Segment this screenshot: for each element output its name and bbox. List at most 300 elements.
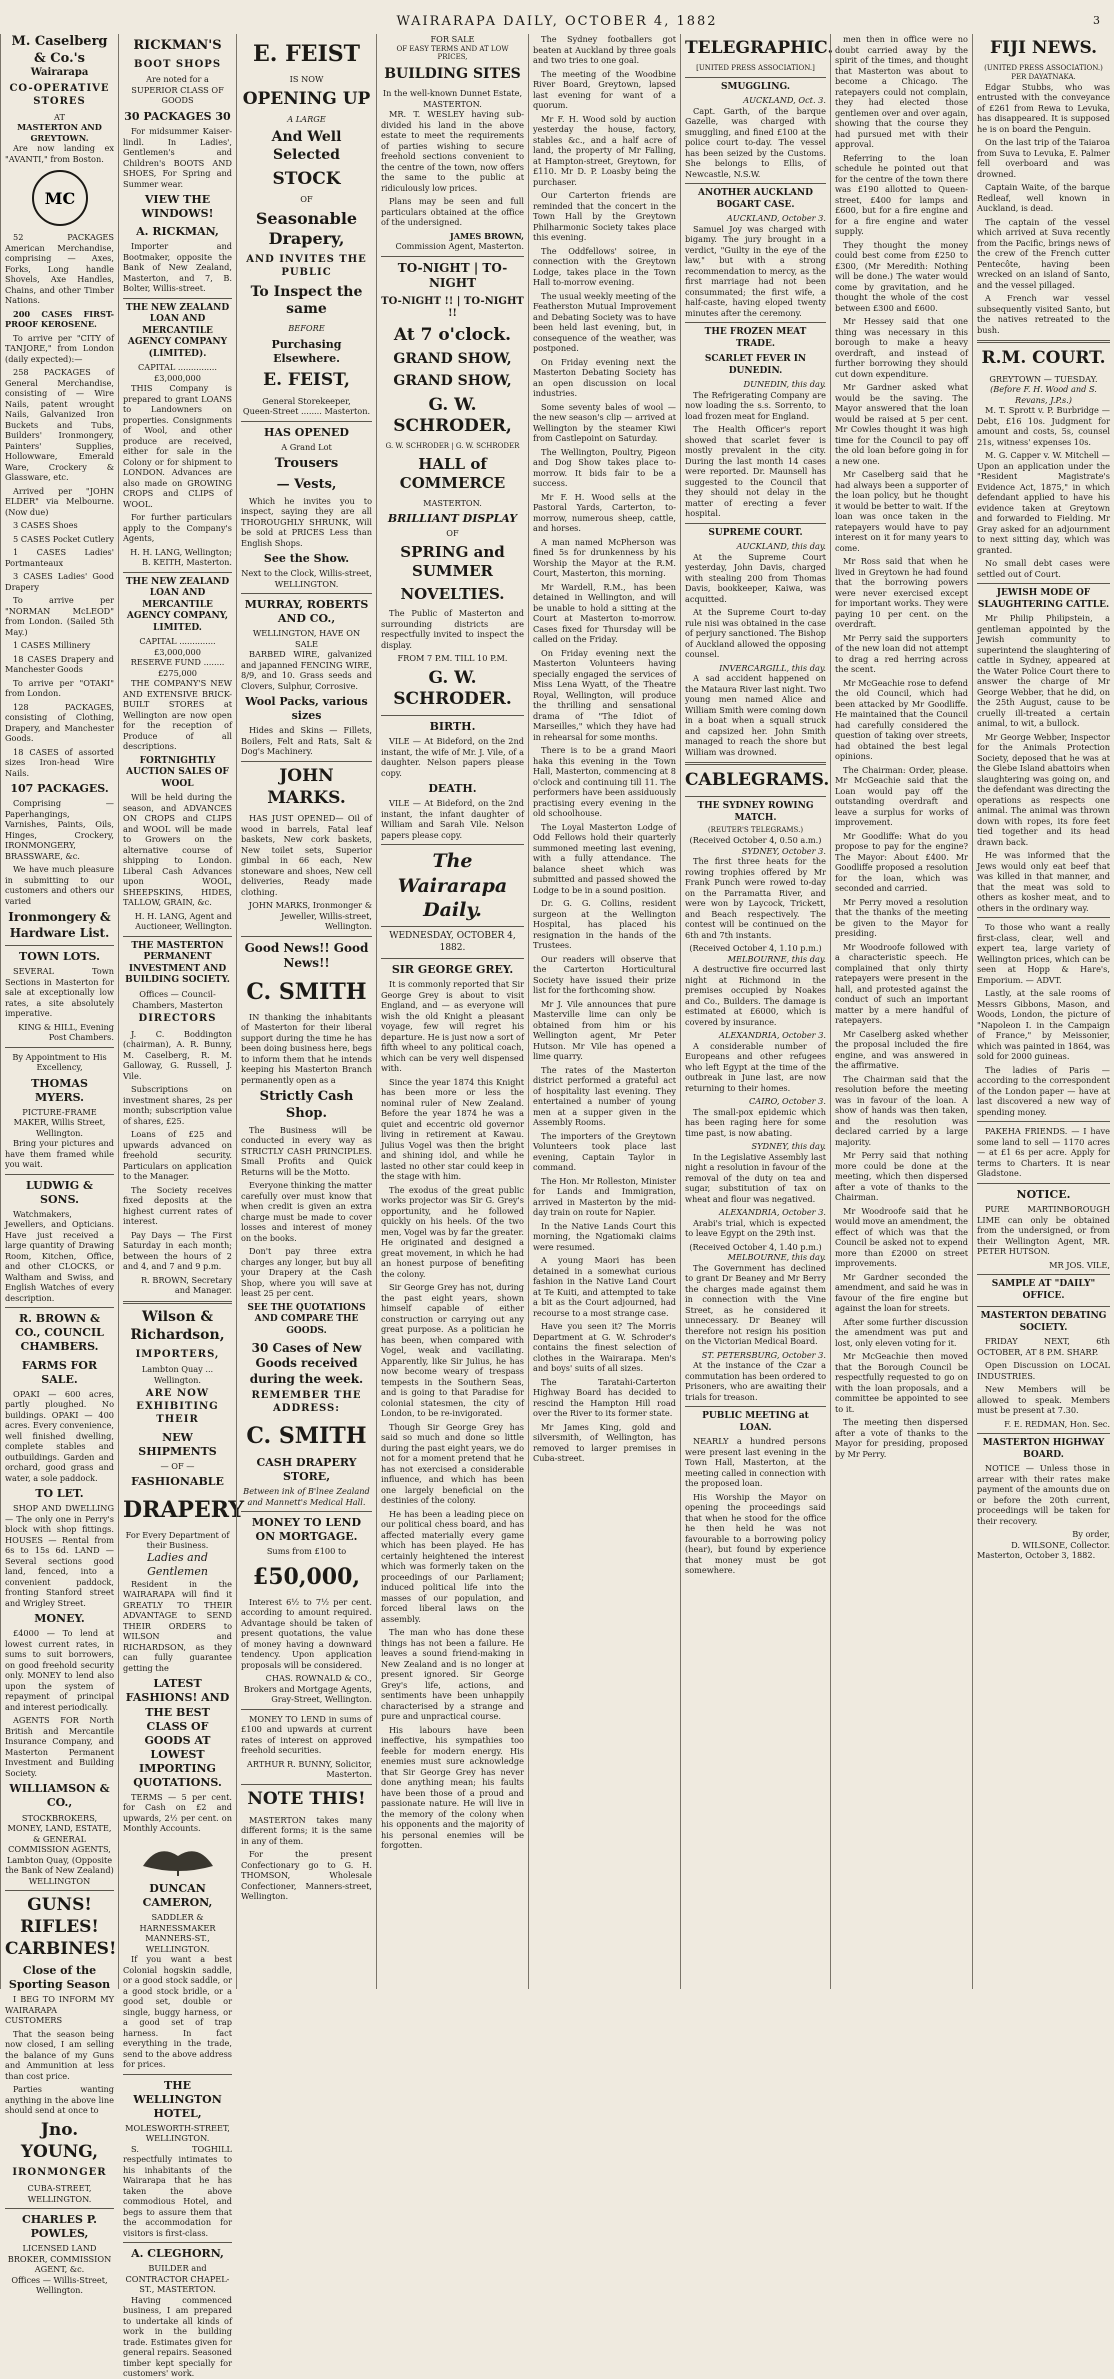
- wr-sub: IMPORTERS,: [135, 1348, 220, 1360]
- alex1-dateline: ALEXANDRIA, October 3.: [719, 1030, 826, 1041]
- nzloan-text2: For further particulars apply to the Company's Agents,: [123, 512, 232, 544]
- brilliant: BRILLIANT DISPLAY: [387, 512, 518, 526]
- supreme-heading: SUPREME COURT.: [708, 527, 803, 538]
- rm-sub: GREYTOWN — TUESDAY.: [989, 373, 1098, 384]
- building-title: BUILDING SITES: [384, 66, 521, 83]
- column-2: [118, 34, 245, 2379]
- ludwig-title: LUDWIG & SONS.: [26, 1178, 93, 1206]
- wesley-text2: Plans may be seen and full particulars obtained at the office of the undersigned.: [381, 196, 524, 228]
- inver-dateline: INVERCARGILL, this day.: [719, 662, 826, 673]
- sydney2-dateline: SYDNEY, this day.: [751, 1141, 826, 1152]
- frozen-heading: THE FROZEN MEAT TRADE.: [704, 327, 807, 349]
- caselberg-item3: 258 PACKAGES of General Merchandise, consisting of — Wire Nails, patent wrought Nails, Galvanized Iron Buckets and Tubs, Builders' Ironmongery, Painters' Supplies, Hollowware, Emerald Ware, Crockery & Glassware, etc.: [5, 367, 114, 483]
- myers-by: By Appointment to His Excellency,: [12, 1051, 107, 1073]
- nzloan2-reserve: RESERVE FUND ........ £275,000: [130, 657, 225, 678]
- smuggling-heading: SMUGGLING.: [721, 81, 790, 92]
- birth-heading: BIRTH.: [429, 720, 476, 734]
- caselberg-at: AT: [54, 111, 65, 122]
- grand-show-1: GRAND SHOW,: [393, 350, 512, 367]
- death-text: VILE — At Bideford, on the 2nd instant, the infant daughter of William and Sarah Vile. Nelson papers please copy.: [381, 798, 524, 840]
- meeting-p11: Mr Goodliffe: What do you propose to pay for the engine? The Mayor: About £400. Mr Goodliffe proposed a resolution for the loan, which was seconded and carried.: [835, 830, 968, 893]
- mpib-dirs: J. C. Boddington (chairman), A. R. Bunny, M. Caselberg, R. M. Galloway, G. Russell, J. Vile.: [123, 1028, 232, 1081]
- tonight-2: TO-NIGHT !! | TO-NIGHT !!: [381, 295, 524, 320]
- feist-sig: E. FEIST,: [263, 369, 350, 390]
- fiji-per: PER DAYATNAKA.: [1011, 72, 1076, 81]
- mhb-heading: MASTERTON HIGHWAY BOARD.: [982, 1438, 1105, 1460]
- caselberg-item107b: Comprising — Paperhangings, Varnishes, Paints, Oils, Hinges, Crockery, IRONMONGERY, BRASSWARE, &c.: [5, 798, 114, 861]
- rowing-heading: THE SYDNEY ROWING MATCH.: [697, 801, 814, 823]
- local-p20: The importers of the Greytown Volunteers took place last evening, Captain Taylor in command.: [533, 1130, 676, 1172]
- jbrown-sub: Commission Agent, Masterton.: [395, 241, 524, 252]
- murray-text2: Hides and Skins — Fillets, Boilers, Felt and Rats, Salt & Dog's Machinery.: [241, 725, 372, 757]
- wr-of: — OF —: [160, 1460, 195, 1471]
- guns-title: GUNS! RIFLES! CARBINES!: [5, 1895, 117, 1959]
- public-meeting-text2: His Worship the Mayor on opening the proceedings said that when he stood for the office he then held he was not favourable to a borrowing policy (hear), but found by experience that money must be got somewhere.: [685, 1491, 826, 1576]
- caselberg-arrive1: To arrive per "CITY of TANJORE," from London (daily expected):—: [5, 332, 114, 364]
- feist-large: A LARGE: [287, 114, 326, 125]
- young-trade: IRONMONGER: [12, 2167, 107, 2179]
- telegraphic-title: TELEGRAPHIC.: [685, 38, 834, 58]
- public-meeting-heading: PUBLIC MEETING at LOAN.: [702, 1411, 809, 1433]
- column-3: [236, 34, 376, 1989]
- local-p1: The Sydney footballers got beaten at Auckland by three goals and two tries to one goal.: [533, 34, 676, 65]
- recv3: (Received October 4, 1.40 p.m.): [689, 1241, 822, 1252]
- mhb-text: NOTICE — Unless those in arrear with their rates make payment of the amounts due on or before the 20th current, proceedings will be taken for their recovery.: [977, 1463, 1110, 1526]
- feist-well: And Well Selected: [271, 128, 342, 163]
- agents-text: AGENTS FOR North British and Mercantile Insurance Company, and Masterton Permanent Investment and Building Society.: [5, 1715, 114, 1778]
- note-title: NOTE THIS!: [247, 1788, 366, 1809]
- forsale-title: FOR SALE: [430, 34, 475, 44]
- meeting-p1: men then in office were no doubt carried away by the spirit of the times, and thought that Masterton was about to become a Chicago. The ratepayers could not complain, they had elected those gentlemen over and over again, showing that the course they had pursued met with their approval.: [835, 34, 968, 149]
- grey-p2: Since the year 1874 this Knight has been more or less the nominal ruler of New Zealand. Before the year 1874 he was a quiet and eccentric old governor living in retirement at Kawau. Julius Vogel was then the bright and shining idol, and while he lasted no other star could keep in the stage with him.: [381, 1076, 524, 1182]
- local-p19: The rates of the Masterton district performed a grateful act of hospitality last evening. They entertained a number of young men at a supper given in the Assembly Rooms.: [533, 1064, 676, 1127]
- money-text: £4000 — To lend at lowest current rates, in sums to suit borrowers, on good freehold security only. MONEY to lend also upon the system of repayment of principal and interest periodically.: [5, 1628, 114, 1712]
- smith-strictly: Strictly Cash Shop.: [259, 1089, 354, 1121]
- murray-title: MURRAY, ROBERTS AND CO.,: [244, 598, 369, 626]
- birth-text: VILE — At Bideford, on the 2nd instant, the wife of Mr. J. Vile, of a daughter. Nelson papers please copy.: [381, 736, 524, 778]
- cairo-text: The small-pox epidemic which has been raging here for some time past, is now abating.: [685, 1106, 826, 1138]
- nzloan2-fort-text: Will be held during the season, and ADVANCES ON CROPS and CLIPS and WOOL will be made to Growers on the alternative course of shipping to London. Liberal Cash Advances upon WOOL, SHEEPSKINS, HIDES, TALLOW, GRAIN, &c.: [123, 792, 232, 908]
- feist-seasonable: Seasonable Drapery,: [255, 208, 358, 249]
- rbrown-title: R. BROWN & CO., COUNCIL CHAMBERS.: [15, 1312, 104, 1354]
- wr-new: NEW SHIPMENTS: [138, 1430, 217, 1458]
- melb2-text: The Government has declined to grant Dr Beaney and Mr Berry the charges made against them in connection with the Vine Street, as he considered it unnecessary. Dr Beaney will therefore not resign his position on the Victorian Medical Board.: [685, 1262, 826, 1347]
- svg-text:MC: MC: [44, 189, 75, 209]
- guns-close: Close of the Sporting Season: [8, 1964, 111, 1992]
- meeting-p8: Mr Perry said the supporters of the new loan did not attempt to drag a red herring across the scent.: [835, 632, 968, 674]
- grey-p8: His labours have been ineffective, his sympathies too feeble for modern energy. His enemies must sure acknowledge that Sir George Grey has never done anything mean; his faults have been those of a proud and passionate nature. He will live in the memory of the colony when his opponents and the majority of his personal enemies will be forgotten.: [381, 1724, 524, 1851]
- frozen-dateline: DUNEDIN, this day.: [743, 379, 826, 390]
- feist-of: OF: [300, 194, 313, 205]
- mdeb-sig: F. E. REDMAN, Hon. Sec.: [1004, 1418, 1110, 1429]
- grey-p7: The man who has done these things has not been a failure. He leaves a sound friend-making in New Zealand and is no longer at present ignored. Sir George Grey's life, actions, and sentiments have been unhappily characterised by a strange and pure and unpractical course.: [381, 1627, 524, 1722]
- goodnews: Good News!! Good News!!: [244, 940, 369, 971]
- frozen-text: The Refrigerating Company are now loading the s.s. Sorrento, to load frozen meat for England.: [685, 389, 826, 421]
- meeting-p18: Mr Gardner seconded the amendment, and said he was in favour of the fire engine but against the loan for streets.: [835, 1271, 968, 1313]
- mpib-office: Offices — Council-Chambers, Masterton: [132, 989, 223, 1010]
- feist-inspect: To Inspect the same: [250, 283, 363, 318]
- grey-p4: Sir George Grey has not, during the past eight years, shown himself capable of either construction or carrying out any great purpose. As a politician he has been, when compared with Vogel, weak and vacillating. Apparently, like Sir Julius, he has now become weary of trespass tempests in the Southern Seas, and is going to that Paradise for colonial statesmen, the city of London, to be re-invigorated.: [381, 1282, 524, 1419]
- novelties-title: NOVELTIES.: [400, 584, 505, 603]
- feist-invites: AND INVITES THE PUBLIC: [246, 253, 367, 278]
- caselberg-item1: 52 PACKAGES American Merchandise, comprising — Axes, Forks, Long handle Shovels, Axe Handles, Chains, and other Timber Nations.: [5, 232, 114, 306]
- jewish-p2: Mr George Webber, Inspector for the Animals Protection Society, deposed that he was at the Glebe Island abattoirs when slaughtering was going on, and the defendant was directing the operations as respects one animal. The animal was thrown down with ropes, its fore feet tied together and its head drawn back.: [977, 731, 1111, 847]
- town-lots-sig: KING & HILL, Evening Post Chambers.: [18, 1021, 114, 1043]
- note-text: MASTERTON takes many different forms; it is the same in any of them.: [241, 1814, 372, 1846]
- meeting-p14: Mr Caselberg asked whether the proposal included the fire engine, and was answered in the affirmative.: [835, 1028, 968, 1070]
- rickman-packages-text: For midsummer Kaiser-lindl. In Ladies', Gentlemen's and Children's BOOTS AND SHOES, For Spring and Summer wear.: [123, 126, 232, 189]
- grand-show-2: GRAND SHOW,: [393, 372, 512, 389]
- melb1-dateline: MELBOURNE, this day.: [727, 953, 826, 964]
- rickman-title: RICKMAN'S: [133, 38, 222, 53]
- duncan-sub: SADDLER & HARNESSMAKER: [139, 1912, 216, 1933]
- local-p16: Dr. G. G. Collins, resident surgeon at the Wellington Hospital, has placed his resignation in the hands of the Trustees.: [533, 898, 676, 950]
- smuggling-text: Capt. Garth, of the barque Gazelle, was charged with smuggling, and fined £100 at the police court to-day. The vessel has been seized by the Customs. She belongs to Ellis, of Newcastle, N.S.W.: [685, 105, 826, 179]
- smith2-sub: CASH DRAPERY STORE,: [256, 1455, 357, 1484]
- cleghorn-title: A. CLEGHORN,: [131, 2247, 224, 2261]
- myers-text: Bring your pictures and have them framed while you wait.: [5, 1138, 114, 1170]
- feist-stock: STOCK: [272, 168, 341, 189]
- nzloan2-expo: THE COMPANY'S NEW AND EXTENSIVE BRICK-BUILT STORES at Wellington are now open for the reception of Produce of all descriptions.: [123, 678, 232, 752]
- bigamy-text: Samuel Joy was charged with bigamy. The jury brought in a verdict, "Guilty in the eye of the law," but with a strong recommendation to mercy, as the first marriage had not been consummated; the first wife, a half-caste, having eloped twenty minutes after the ceremony.: [685, 223, 826, 318]
- wr-show: ARE NOW EXHIBITING THEIR: [136, 1388, 219, 1425]
- column-7: [830, 34, 972, 1989]
- saddle-picture: [123, 1838, 232, 1878]
- jewish-p1: Mr Philip Philipstein, a gentleman appointed by the Jewish community to superintend the slaughtering of cattle in Sydney, appeared at the Water Police Court there to answer the charge of Mr George Webber, that he did, on the 25th August, cause to be cruelly ill-treated a certain animal, to wit, a bullock.: [977, 613, 1110, 729]
- smith-see-quot: SEE THE QUOTATIONS AND COMPARE THE GOODS.: [247, 1302, 366, 1336]
- hall-sub: MASTERTON.: [423, 497, 482, 508]
- supreme-dateline: AUCKLAND, this day.: [736, 541, 826, 552]
- caselberg-mc4: 3 CASES Ladies' Good Drapery: [5, 571, 114, 592]
- column-1: [0, 34, 118, 2296]
- young-name: Jno. YOUNG,: [20, 2119, 99, 2162]
- caselberg-title: M. Caselberg & Co.'s: [11, 34, 108, 66]
- feist-isnow: IS NOW: [289, 74, 324, 85]
- feist-before: BEFORE: [288, 323, 325, 334]
- local-p17: Our readers will observe that the Carterton Horticultural Society have issued their prize list for the forthcoming show.: [533, 953, 676, 995]
- money2-heading: MONEY TO LEND ON MORTGAGE.: [251, 1516, 362, 1544]
- public-meeting-text: NEARLY a hundred persons were present last evening in the Town Hall, Masterton, at the meeting called in connection with the proposed loan.: [685, 1436, 826, 1489]
- local-p25: The Taratahi-Carterton Highway Board has decided to rescind the Hampton Hill road over the River to its former state.: [533, 1376, 676, 1418]
- nzloan2-heading: THE NEW ZEALAND LOAN AND MERCANTILE AGENCY COMPANY, LIMITED.: [125, 576, 230, 633]
- town-lots-heading: TOWN LOTS.: [19, 949, 100, 963]
- money2-text: Interest 6½ to 7½ per cent. according to amount required. Advantage should be taken of present quotations, the value of money having a downward tendency. Upon application proposals will be considered.: [241, 1596, 372, 1670]
- wr-title: Wilson & Richardson,: [130, 1308, 225, 1343]
- melb-text: A destructive fire occurred last night at Richmond in the premises occupied by Noakes and Co., Builders. The damage is estimated at £6000, which is covered by insurance.: [685, 964, 826, 1027]
- bigamy-heading: ANOTHER AUCKLAND BOGART CASE.: [698, 188, 813, 210]
- mpib-meet: The Society receives fixed deposits at the highest current rates of interest.: [123, 1184, 232, 1227]
- mdeb-heading: MASTERTON DEBATING SOCIETY.: [980, 1311, 1107, 1333]
- duncan-text: If you want a best Colonial hogskin saddle, or a good stock saddle, or a good stock bridle, or a good set, double or single, buggy harness, or a good set of trap harness. In fact everything in the trade, send to the above address for prices.: [123, 1954, 232, 2070]
- nzloan2-sig: H. H. LANG, Agent and Auctioneer, Wellington.: [134, 910, 232, 932]
- caselberg-mc3: 1 CASES Ladies' Portmanteaux: [5, 547, 114, 568]
- wellhotel-text: S. TOGHILL respectfully intimates to his inhabitants of the Wairarapa that he has taken the above commodious Hotel, and begs to assure them that the accommodation for visitors is first-class.: [123, 2143, 232, 2238]
- marks-title: JOHN MARKS.: [267, 765, 346, 808]
- forsale-sub: OF EASY TERMS AND AT LOW PRICES,: [396, 44, 509, 62]
- rickman-addr: Importer and Bootmaker, opposite the Bank of New Zealand, Masterton, and 7, B. Bolter, Willis-street.: [123, 241, 232, 294]
- mpib-meet2: Pay Days — The First Saturday in each month; between the hours of 2 and 4, and 7 and 9 p.m.: [123, 1229, 232, 1272]
- smith-title: C. SMITH: [246, 978, 367, 1005]
- saddle-icon: [138, 1838, 218, 1878]
- alex2-text: Arabi's trial, which is expected to leave Egypt on the 29th inst.: [685, 1217, 826, 1239]
- williamson-sub: STOCKBROKERS, MONEY, LAND, ESTATE, & GENERAL COMMISSION AGENTS, Lambton Quay, (Opposite the Bank of New Zealand) WELLINGTON: [5, 1812, 114, 1886]
- meeting-p16: Mr Perry said that nothing more could be done at the meeting, which then dispersed after a vote of thanks to the Chairman.: [835, 1150, 968, 1202]
- thorburn-text: Which he invites you to inspect, saying they are all THOROUGHLY SHRUNK, Will be sold at PRICES Less than English Shops.: [241, 495, 372, 548]
- local-p24: Have you seen it? The Morris Department at G. W. Schroder's contains the finest selection of clothes in the Wairarapa. Men's and boys' suits of all sizes.: [533, 1321, 676, 1373]
- grey-p1: It is commonly reported that Sir George Grey is about to visit England, and — as everyone will wish the old Knight a pleasant voyage, few will regret his departure. He is just now a sort of fifth wheel to any political coach, which can be very well dispensed with.: [381, 979, 524, 1074]
- health-text: The Health Officer's report showed that scarlet fever is mostly prevalent in the city. During the last month 14 cases were reported. Dr. Maunsell has suggested to the Council that they should not delay in the matter of erecting a fever hospital.: [685, 424, 826, 519]
- wr-fash: FASHIONABLE: [131, 1475, 224, 1489]
- meeting-p10: The Chairman: Order, please. Mr McGeachie said that the Loan would pay off the outstanding overdraft and leave a surplus for works of improvement.: [835, 764, 968, 827]
- local-p11: A man named McPherson was fined 5s for drunkenness by his Worship the Mayor at the R.M. Court, Masterton, this morning.: [533, 536, 676, 578]
- cablegrams-title: CABLEGRAMS.: [685, 770, 830, 791]
- local-p2: The meeting of the Woodbine River Board, Greytown, lapsed last evening for want of a quorum.: [533, 68, 676, 110]
- local-p15: The Loyal Masterton Lodge of Odd Fellows hold their quarterly summoned meeting last evening, with a fully attendance. The balance sheet which was submitted and passed showed the Lodge to be in a sound position.: [533, 821, 676, 895]
- local-p5: The Oddfellows' soiree, in connection with the Greytown Lodge, takes place in the Town Hall to-morrow evening.: [533, 245, 676, 287]
- nzloan2-fort: FORTNIGHTLY AUCTION SALES OF WOOL: [126, 755, 229, 789]
- grey-p6: He has been a leading piece on our political chess board, and has affected materially every game which has been played. He has certainly heightened the interest which was formerly taken on the proceedings of our Parliament; induced political life into the masses of our population, and forced liberal laws on the assembly.: [381, 1508, 524, 1624]
- rickman-packages: 30 PACKAGES 30: [124, 109, 231, 123]
- meeting-p20: Mr McGeachie then moved that the Borough Council be respectfully requested to go on with the loan proposals, and a committee be appointed to see to it.: [835, 1351, 968, 1414]
- local-p4: Our Carterton friends are reminded that the concert in the Town Hall by the Greytown Philharmonic Society takes place this evening.: [533, 190, 676, 242]
- mpib-sig: R. BROWN, Secretary and Manager.: [140, 1274, 232, 1296]
- spring-title: SPRING and SUMMER: [400, 542, 505, 580]
- thorburn-vests: — Vests,: [276, 476, 337, 492]
- lend-sig: ARTHUR R. BUNNY, Solicitor, Masterton.: [246, 1758, 372, 1780]
- meeting-p12: Mr Perry moved a resolution that the thanks of the meeting be given to the Mayor for presiding.: [835, 896, 968, 938]
- caselberg-intro: Are now landing ex "AVANTI," from Boston.: [5, 143, 114, 164]
- local-p12: Mr Wardell, R.M., has been detained in Wellington, and will be unable to hold a sitting at the Court at Masterton to-morrow. Cases fixed for Thursday will be called on the Friday.: [533, 581, 676, 644]
- mpib-heading: THE MASTERTON PERMANENT INVESTMENT AND BUILDING SOCIETY.: [125, 940, 230, 986]
- local-p14: There is to be a grand Maori haka this evening in the Town Hall, Masterton, commencing at 8 o'clock and continuing till 11. The performers have been assiduously practising every evening in the old schoolhouse.: [533, 745, 676, 818]
- fiji-p4: The captain of the vessel which arrived at Suva recently from the Pacific, brings news of the crew of the French cutter Pentecôte, having been wrecked on an island of Santo, and the vessel pillaged.: [977, 216, 1110, 290]
- local-p10: Mr F. H. Wood sells at the Pastoral Yards, Carterton, to-morrow, numerous sheep, cattle, and horses.: [533, 491, 676, 533]
- nzloan-text: THIS Company is prepared to grant LOANS to Landowners on properties. Consignments of Wool, and other produce are received, either for sale in the Colony or for shipment to LONDON. Advances are also made on GROWING CROPS and CLIPS of WOOL.: [123, 383, 232, 509]
- sydney1-dateline: SYDNEY, October 3.: [741, 845, 826, 856]
- caselberg-stores: CO-OPERATIVE STORES: [9, 83, 110, 107]
- cleghorn-sub: BUILDER and CONTRACTOR CHAPEL-ST., MASTERTON.: [125, 2263, 230, 2295]
- grey-p5: Though Sir George Grey has said so much and done so little during the past eight years, we do not for a moment pretend that he has not exercised a considerable influence, and which has been one largely beneficial on the destinies of the colony.: [381, 1421, 524, 1506]
- wesley-text: MR. T. WESLEY having sub-divided his land in the above estate to meet the requirements of parties wishing to secure freehold sections convenient to the centre of the town, now offers the same to the public at ridiculously low prices.: [381, 109, 524, 193]
- smuggling-dateline: AUCKLAND, Oct. 3.: [743, 95, 826, 106]
- local-p21: The Hon. Mr Rolleston, Minister for Lands and Immigration, arrived in Masterton by the mid-day train on route for Napier.: [533, 1175, 676, 1217]
- meeting-p2: Referring to the loan schedule he pointed out that for the centre of the town there was £190 allotted to Queen-street, £400 for lamps and £600, but for a fire engine and for a fire engine and water supply.: [835, 152, 968, 236]
- tonight-at7: At 7 o'clock.: [393, 325, 512, 346]
- caselberg-item2: 200 CASES FIRST-PROOF KEROSENE.: [5, 308, 114, 330]
- column-4: [376, 34, 528, 1989]
- murray-text: BARBED WIRE, galvanized and japanned FENCING WIRE, 8/9, and 10. Grass seeds and Clovers, Sulphur, Corrosive.: [241, 649, 372, 691]
- smith2-title: C. SMITH: [246, 1422, 367, 1449]
- paper-title: The Wairarapa Daily.: [397, 850, 508, 921]
- nzloan-heading: THE NEW ZEALAND LOAN AND MERCANTILE AGENCY COMPANY (LIMITED).: [125, 302, 230, 359]
- rm-before: (Before F. H. Wood and S. Revans, J.P.s.): [990, 384, 1097, 405]
- money-heading: MONEY.: [34, 1612, 85, 1626]
- tonight-1: TO-NIGHT | TO-NIGHT: [397, 260, 508, 291]
- recv1: (Received October 4, 0.50 a.m.): [689, 835, 822, 846]
- williamson-title: WILLIAMSON & CO.,: [9, 1782, 110, 1810]
- note-text2: For the present Confectionary go to G. H. THOMSON, Wholesale Confectioner, Manners-street, Wellington.: [241, 1849, 372, 1902]
- mdeb-text2: Open Discussion on LOCAL INDUSTRIES.: [977, 1360, 1110, 1381]
- duncan-title: DUNCAN CAMERON,: [142, 1881, 213, 1910]
- local-p26: Mr James King, gold and silversmith, of Wellington, has removed to larger premises in Cuba-street.: [533, 1421, 676, 1463]
- meeting-p13: Mr Woodroofe followed with a characteristic speech. He complained that only thirty ratepayers were present in the hall, and protested against the conduct of such an important matter by a mere handful of ratepayers.: [835, 941, 968, 1025]
- caselberg-notice: We have much pleasure in submitting to our customers and others our varied: [5, 864, 114, 906]
- thorburn-trousers: Trousers: [274, 456, 339, 472]
- peters-dateline: ST. PETERSBURG, October 3.: [701, 1349, 826, 1360]
- caselberg-mc1: 3 CASES Shoes: [13, 520, 78, 531]
- death-heading: DEATH.: [428, 782, 477, 796]
- hall-title: HALL of COMMERCE: [399, 455, 506, 493]
- recv2: (Received October 4, 1.10 p.m.): [689, 943, 822, 954]
- grey-p3: The exodus of the great public works projector was Sir G. Grey's opportunity, and he followed quickly on his heels. Of the two men, Vogel was by far the greater. He originated and designed a great movement, in which he had an honest purpose of benefiting the colony.: [381, 1184, 524, 1279]
- lend-text: MONEY TO LEND in sums of £100 and upwards at current rates of interest on approved freehold securities.: [241, 1713, 372, 1756]
- thorburn-next: Next to the Clock, Willis-street, WELLINGTON.: [241, 568, 372, 589]
- smith-text3: Everyone thinking the matter carefully over must know that when credit is given an extra charge must be made to cover losses and interest of money on the books.: [241, 1180, 372, 1243]
- ladies-text: Lastly, at the sale rooms of Messrs Gibbons, Mason, and Woods, London, the picture of "Napoleon I. in the Campaign of France," by Meissonier, which was painted in 1864, was sold for 2000 guineas.: [977, 988, 1110, 1062]
- myers-sub: PICTURE-FRAME MAKER, Willis Street, Wellington.: [13, 1106, 106, 1138]
- caselberg-arrive3: To arrive per "NORMAN McLEOD" from London. (Sailed 5th May.): [5, 595, 114, 637]
- rickman-name: A. RICKMAN,: [136, 225, 219, 239]
- fiji-united: (UNITED PRESS ASSOCIATION.): [984, 63, 1103, 72]
- schroder2-title: G. W. SCHRODER.: [393, 667, 512, 710]
- mpib-subs: Subscriptions on investment shares, 2s per month; subscription value of shares, £25.: [123, 1084, 232, 1126]
- farms-heading: FARMS FOR SALE.: [21, 1358, 98, 1386]
- rm-p3: No small debt cases were settled out of Court.: [977, 558, 1110, 579]
- wr-terms: TERMS — 5 per cent. for Cash on £2 and upwards, 2½ per cent. on Monthly Accounts.: [123, 1791, 232, 1834]
- caselberg-mc2: 5 CASES Pocket Cutlery: [13, 533, 115, 544]
- town-text: To those who want a really first-class, clear, well and expert tea, large variety of Wellington prices, which can be seen at Hopp & Hare's, Emporium. — ADVT.: [977, 922, 1110, 985]
- murray-wool: Wool Packs, various sizes: [245, 695, 368, 723]
- guns-beg-text: That the season being now closed, I am selling the balance of my Guns and Ammunition at less than cost price.: [5, 2028, 114, 2081]
- meeting-p15: The Chairman said that the resolution before the meeting was in favour of the loan. A show of hands was then taken, and the resolution was declared carried by a large majority.: [835, 1073, 968, 1147]
- tolet-text: SHOP AND DWELLING — The only one in Perry's block with shop fittings. HOUSES — Rental from 6s to 15s 6d. LAND — Several sections good land, fenced, into a convenient paddock, fronting Stanford street and Wrigley Street.: [5, 1503, 114, 1608]
- thorburn-see: See the Show.: [263, 552, 350, 566]
- nzloan-sig-lang: H. H. LANG, Wellington;: [130, 546, 232, 557]
- paper-date: WEDNESDAY, OCTOBER 4, 1882.: [389, 931, 516, 953]
- schroder-row: G. W. SCHRODER | G. W. SCHRODER: [385, 442, 520, 451]
- notice-text: PURE MARTINBOROUGH LIME can only be obtained from the undersigned, or from their Wellington Agent, MR. PETER HUTSON.: [977, 1204, 1110, 1257]
- mc-logo: [5, 168, 114, 228]
- young-addr: CUBA-STREET, WELLINGTON.: [27, 2183, 92, 2204]
- rickman-sub: BOOT SHOPS: [133, 58, 222, 70]
- page-number: 3: [1093, 14, 1100, 27]
- pakeha-text: PAKEHA FRIENDS. — I have some land to sell — 1170 acres — at £1 6s per acre. Apply for terms to Charters. It is near Gladstone.: [977, 1126, 1110, 1179]
- rm-p1: M. T. Sprott v. P. Burbridge — Debt, £16 10s. Judgment for amount and costs, 5s, counsel 21s, witness' expenses 10s.: [977, 405, 1110, 447]
- local-p13: On Friday evening next the Masterton Volunteers having specially engaged the services of Miss Lena Wyatt, of the Theatre Royal, Wellington, will produce the thrilling and sensational drama of "The Idiot of Marseilles," which they have had in rehearsal for some months.: [533, 647, 676, 742]
- fiji-p5: A French war vessel subsequently visited Santo, but the natives retreated to the bush.: [977, 293, 1110, 335]
- jewish-p3: He was informed that the Jews would only eat beef that was killed in that manner, and that the meat was sold to others as kosher meat, and to others in the ordinary way.: [977, 850, 1110, 913]
- meeting-p7: Mr Ross said that when he lived in Greytown he had found that the borrowing powers were never exercised except for important works. They were paying 10 per cent. on the overdraft.: [835, 556, 968, 629]
- meeting-p3: They thought the money could best come from £250 to £300, (Mr Meredith: Nothing will be done.) The water would come by gravitation, and he thought the whole of the cost between £300 and £600.: [835, 239, 968, 313]
- mdeb-text: FRIDAY NEXT, 6th OCTOBER, AT 8 P.M. SHARP.: [977, 1336, 1110, 1357]
- mc-logo-icon: [30, 168, 90, 228]
- murray-sub: WELLINGTON, HAVE ON SALE: [252, 628, 361, 649]
- smith-text2: The Business will be conducted in every way as STRICTLY CASH PRINCIPLES. Small Profits and Quick Returns will be the Motto.: [241, 1124, 372, 1177]
- brilliant-of: OF: [446, 528, 459, 539]
- local-p8: Some seventy bales of wool — the new season's clip — arrived at Wellington by the steamer Kiwi from Castlepoint on Saturday.: [533, 401, 676, 443]
- masthead: [0, 0, 1114, 36]
- caselberg-towns: MASTERTON AND GREYTOWN.: [17, 122, 102, 143]
- wellhotel-title: THE WELLINGTON HOTEL,: [133, 2078, 222, 2120]
- column-8: [972, 34, 1114, 1989]
- myers-title: THOMAS MYERS.: [31, 1076, 88, 1104]
- rm-title: R.M. COURT.: [981, 348, 1106, 369]
- thorburn-grand: A Grand Lot: [281, 441, 332, 452]
- column-6: [680, 34, 834, 1989]
- cleghorn-text: Having commenced business, I am prepared to undertake all kinds of work in the building trade. Estimates given for general repairs. Seasoned timber kept specially for customers' work.: [123, 2294, 232, 2379]
- schroder-title: G. W. SCHRODER,: [393, 394, 512, 437]
- money2-sums: Sums from £100 to: [266, 1546, 347, 1557]
- feist-purchasing: Purchasing Elsewhere.: [271, 337, 342, 365]
- powles-name: CHARLES P. POWLES,: [22, 2213, 97, 2241]
- notice-sig: MR JOS. VILE,: [1049, 1259, 1110, 1270]
- bigamy-dateline: AUCKLAND, October 3.: [726, 213, 826, 224]
- caselberg-mc6: 18 CASES Drapery and Manchester Goods: [5, 653, 114, 675]
- guns-beg-text2: Parties wanting anything in the above line should send at once to: [5, 2084, 114, 2116]
- local-p6: The usual weekly meeting of the Featherston Mutual Improvement and Debating Society was to have been held last evening, but, in consequence of the weather, was postponed.: [533, 290, 676, 353]
- telegraphic-united: [UNITED PRESS ASSOCIATION.]: [696, 63, 815, 72]
- meeting-p5: Mr Gardner asked what would be the saving. The Mayor answered that the loan would be raised at 5 per cent. Mr Cowles thought it was high time for the Council to pay off the old loan before going in for a new one.: [835, 382, 968, 466]
- money2-amount: £50,000,: [252, 1563, 361, 1590]
- wr-for: For Every Department of their Business.: [125, 1529, 230, 1551]
- smith-text4: Don't pay three extra charges any longer, but buy all your Drapery at the Cash Shop, where you will save at least 25 per cent.: [241, 1246, 372, 1299]
- caselberg-place: Wairarapa: [30, 67, 89, 79]
- reuter: (REUTER'S TELEGRAMS.): [707, 826, 804, 835]
- town-lots-text: SEVERAL Town Sections in Masterton for sale at exceptionally low rates, a site absolutely imperative.: [5, 966, 114, 1019]
- farms-text: OPAKI — 600 acres, partly ploughed. No buildings. OPAKI — 400 acres. Every convenience, well finished dwelling, complete stables and outbuildings. Garden and orchard, good grass and water, a sole paddock.: [5, 1388, 114, 1483]
- peters-text: At the instance of the Czar a commutation has been ordered to Prisoners, who are awaiting their trials for treason.: [685, 1360, 826, 1402]
- wr-resident: Resident in the WAIRARAPA will find it GREATLY TO THEIR ADVANTAGE to SEND THEIR ORDERS to WILSON and RICHARDSON, as they can fully guarantee getting the: [123, 1578, 232, 1673]
- guns-beg: I BEG TO INFORM MY WAIRARAPA CUSTOMERS: [5, 1994, 114, 2026]
- nzloan-sig-keith: B. KEITH, Masterton.: [142, 557, 232, 568]
- caselberg-arrive4: To arrive per "OTAKI" from London.: [5, 677, 114, 699]
- scarlet-heading: SCARLET FEVER IN DUNEDIN.: [704, 354, 807, 376]
- meeting-p9: Mr McGeachie rose to defend the old Council, which had been attacked by Mr Goodliffe. He maintained that the Council had carefully considered the question of taking over streets, had obtained the best legal opinions.: [835, 677, 968, 761]
- nzloan2-capital: CAPITAL .............. £3,000,000: [139, 636, 216, 657]
- wr-drapery: DRAPERY: [123, 1496, 245, 1523]
- fiji-title: FIJI NEWS.: [989, 38, 1098, 58]
- meeting-p4: Mr Hessey said that one thing was necessary in this borough to make a heavy overdraft, and instead of further borrowing they should cut down expenditure.: [835, 316, 968, 379]
- wr-latest: LATEST FASHIONS! AND THE BEST CLASS OF GOODS AT LOWEST IMPORTING QUOTATIONS.: [125, 1677, 230, 1789]
- feist-sig2: General Storekeeper,: [262, 395, 351, 406]
- rowing-text: The first three heats for the rowing trophies offered by Mr Frank Punch were rowed to-day on the Parramatta River, and were won by Laycock, Trickett, and Beach respectively. The contest will be continued on the 6th and 7th instants.: [685, 856, 826, 940]
- tolet-heading: TO LET.: [35, 1487, 84, 1501]
- local-p18: Mr J. Vile announces that pure Masterville lime can only be obtained from him or his Wellington agent, Mr Peter Hutson. Mr Vile has opened a lime quarry.: [533, 998, 676, 1061]
- marks-sig: JOHN MARKS, Ironmonger & Jeweller, Willis-street, Wellington.: [248, 900, 372, 932]
- meeting-p17: Mr Woodroofe said that he would move an amendment, the effect of which was that the Council be asked not to expend more than £2000 on street improvements.: [835, 1205, 968, 1268]
- meeting-p21: The meeting then dispersed after a vote of thanks to the Mayor for presiding, proposed by Mr Perry.: [835, 1417, 968, 1459]
- local-p9: The Wellington, Poultry, Pigeon and Dog Show takes place to-morrow. It bids fair to be a success.: [533, 446, 676, 488]
- column-5: [528, 34, 680, 1989]
- grey-heading: SIR GEORGE GREY.: [391, 963, 514, 977]
- mdeb-text3: New Members will be allowed to speak. Members must be present at 7.30.: [977, 1384, 1110, 1416]
- fiji-p1: Edgar Stubbs, who was entrusted with the conveyance of £261 from Rewa to Levuka, has disappeared. It is supposed he is on board the Penguin.: [977, 81, 1110, 134]
- wr-ladies: Ladies and Gentlemen: [147, 1550, 208, 1578]
- melb2-dateline: MELBOURNE, this day.: [727, 1252, 826, 1263]
- caselberg-item107: 107 PACKAGES.: [10, 782, 109, 796]
- mhb-by: By order,: [1072, 1529, 1110, 1540]
- local-p22: In the Native Lands Court this morning, the Ngatiomaki claims were resumed.: [533, 1220, 676, 1252]
- caselberg-mc7: 128 PACKAGES, consisting of Clothing, Drapery, and Manchester Goods.: [5, 701, 114, 744]
- rickman-view: VIEW THE WINDOWS!: [141, 193, 214, 221]
- duncan-addr: MANNERS-ST., WELLINGTON.: [145, 1933, 210, 1954]
- caselberg-arrive2: Arrived per "JOHN ELDER" via Melbourne. (Now due): [5, 485, 114, 517]
- inver-text: A sad accident happened on the Mataura River last night. Two young men named Alice and William Smith were coming down in a boat when a squall struck and capsized her. John Smith managed to reach the shore but William was drowned.: [685, 673, 826, 757]
- supreme-text: At the Supreme Court yesterday, John Davis, charged with stealing 200 from Thomas Davis, bookkeeper, Kaiwa, was acquitted.: [685, 551, 826, 604]
- building-text: In the well-known Dunnet Estate, MASTERTON.: [382, 88, 523, 109]
- rickman-text: Are noted for a SUPERIOR CLASS OF GOODS: [131, 74, 224, 106]
- feist-sig3: Queen-Street ........ Masterton.: [242, 406, 371, 417]
